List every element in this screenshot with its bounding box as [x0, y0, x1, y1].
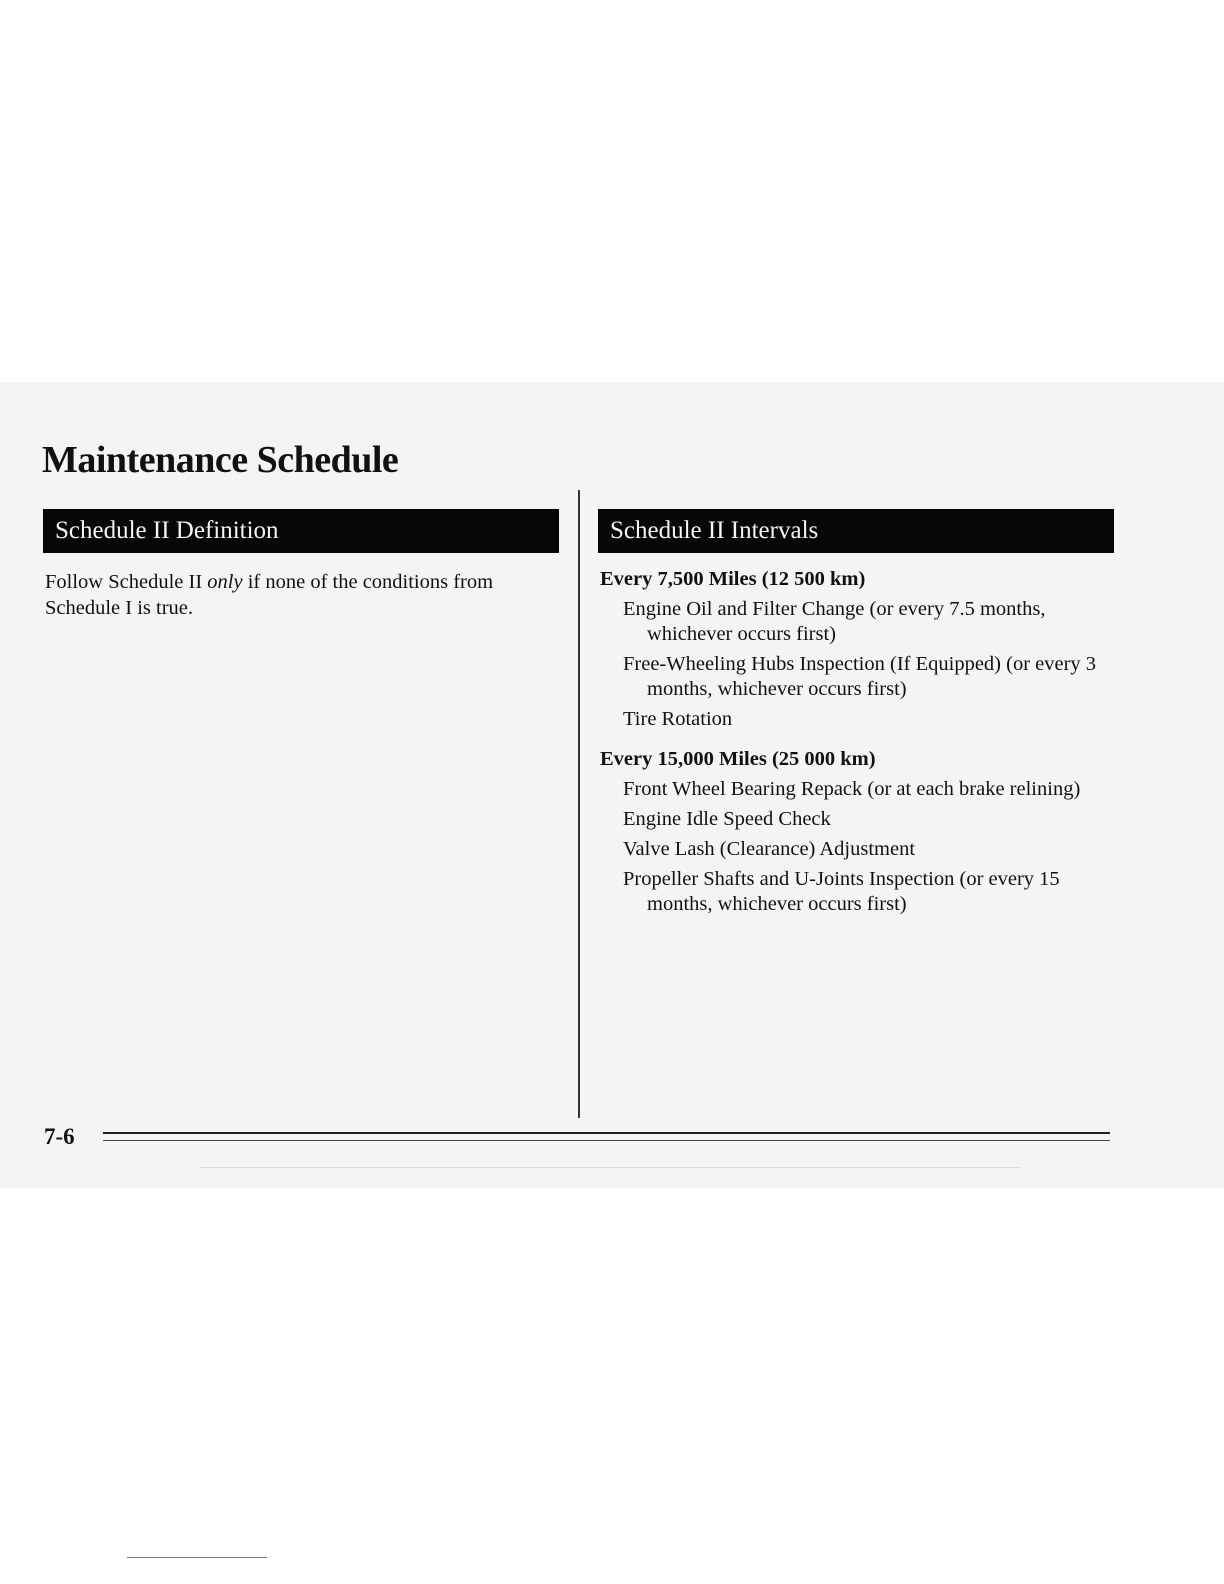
service-item: Free-Wheeling Hubs Inspection (If Equipped) (or every 3 months, whichever occurs first)	[623, 653, 1097, 700]
service-item: Valve Lash (Clearance) Adjustment	[623, 838, 916, 860]
interval-heading: Every 15,000 Miles (25 000 km)	[600, 748, 876, 770]
bottom-link-underline	[127, 1557, 267, 1558]
schedule-intervals-heading: Schedule II Intervals	[598, 509, 1114, 553]
interval-list	[600, 566, 1100, 931]
interval-group-7500	[600, 566, 1100, 732]
interval-heading: Every 7,500 Miles (12 500 km)	[600, 568, 866, 590]
footer-rule	[103, 1132, 1110, 1134]
service-item: Engine Oil and Filter Change (or every 7.5 months, whichever occurs first)	[623, 598, 1046, 645]
service-item: Tire Rotation	[623, 708, 733, 730]
page-number: 7-6	[44, 1124, 75, 1149]
scan-edge-line	[200, 1167, 1020, 1168]
schedule-definition-text	[45, 569, 555, 621]
definition-emphasis: only	[207, 571, 243, 593]
schedule-definition-heading: Schedule II Definition	[43, 509, 559, 553]
definition-text-start: Follow Schedule II	[45, 571, 208, 593]
page-title: Maintenance Schedule	[42, 439, 399, 481]
column-divider	[578, 490, 580, 1118]
service-item: Propeller Shafts and U-Joints Inspection (or every 15 months, whichever occurs first)	[623, 868, 1060, 915]
interval-group-15000	[600, 746, 1100, 917]
service-item: Front Wheel Bearing Repack (or at each brake relining)	[623, 778, 1081, 800]
service-item: Engine Idle Speed Check	[623, 808, 831, 830]
definition-text-end: if none of the conditions from Schedule I is true.	[45, 571, 494, 619]
footer-rule-thin	[103, 1140, 1110, 1141]
